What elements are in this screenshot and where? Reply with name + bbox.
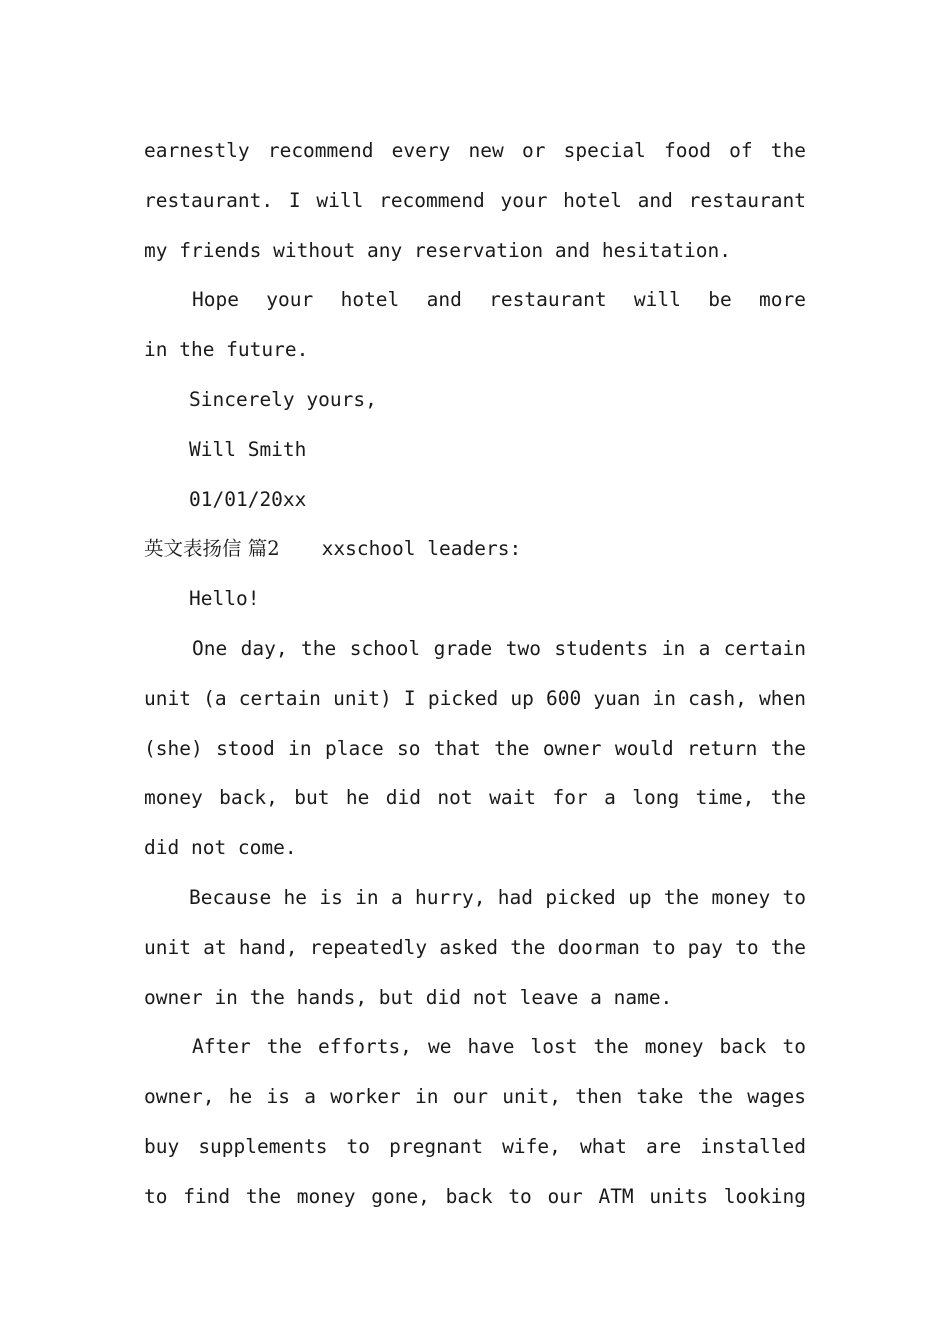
text-line: buy supplements to pregnant wife, what are installed: [144, 1134, 806, 1158]
text-line: Because he is in a hurry, had picked up the money to: [189, 885, 806, 909]
text-line: restaurant. I will recommend your hotel and restaurant: [144, 188, 806, 212]
text-line: After the efforts, we have lost the money back to: [192, 1035, 806, 1059]
greeting: Hello!: [189, 587, 260, 611]
signature: Will Smith: [189, 437, 307, 461]
text-line: (she) stood in place so that the owner would return the: [144, 736, 806, 760]
text-line: Hope your hotel and restaurant will be more: [192, 288, 806, 312]
text-line: owner, he is a worker in our unit, then take the wages: [144, 1085, 806, 1109]
paragraph-hope: [144, 275, 806, 375]
section-heading: [144, 524, 806, 574]
paragraph-story: [144, 624, 806, 873]
text-line: owner in the hands, but did not leave a name.: [144, 985, 673, 1009]
paragraph-efforts: [144, 1022, 806, 1221]
text-line: did not come.: [144, 836, 297, 860]
text-line: my friends without any reservation and hesitation.: [144, 238, 731, 262]
text-line: unit (a certain unit) I picked up 600 yuan in cash, when: [144, 686, 806, 710]
text-line: to find the money gone, back to our ATM units looking: [144, 1184, 806, 1208]
document-body: [144, 126, 806, 1222]
text-line: in the future.: [144, 338, 309, 362]
text-line: One day, the school grade two students in a certain: [192, 636, 806, 660]
text-line: money back, but he did not wait for a long time, the: [144, 786, 806, 810]
letter-date: 01/01/20xx: [189, 487, 307, 511]
closing: Sincerely yours,: [189, 387, 377, 411]
paragraph-recommendation: [144, 126, 806, 275]
text-line: earnestly recommend every new or special food of the: [144, 139, 806, 162]
section-title: 英文表扬信 篇2: [144, 537, 280, 561]
text-line: unit at hand, repeatedly asked the doorman to pay to the: [144, 935, 806, 959]
paragraph-hurry: [144, 873, 806, 1022]
addressee: xxschool leaders:: [321, 537, 522, 561]
